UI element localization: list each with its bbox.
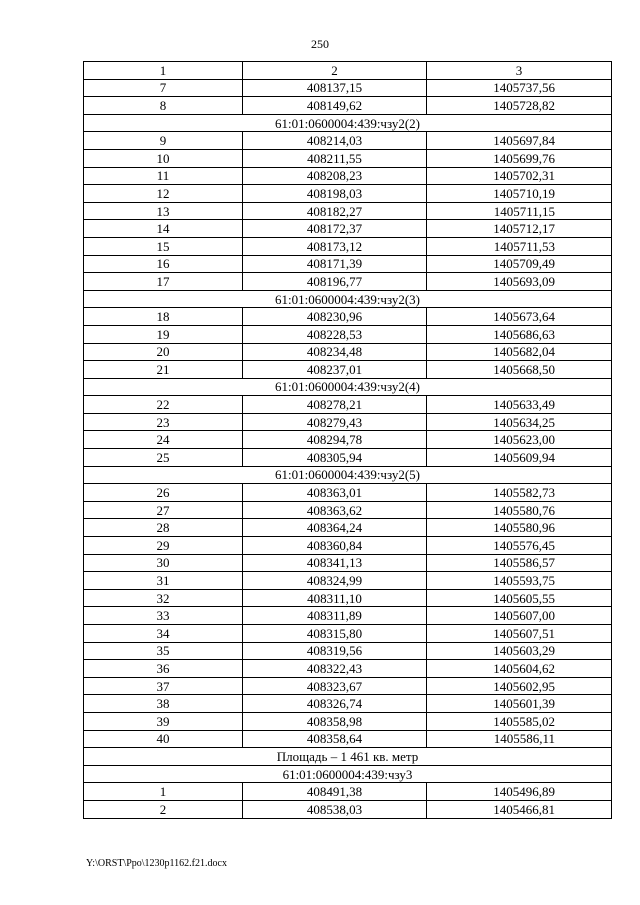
coord-x: 408171,39 — [243, 255, 427, 273]
point-number: 7 — [84, 79, 243, 97]
point-number: 16 — [84, 255, 243, 273]
point-number: 20 — [84, 343, 243, 361]
coord-x: 408491,38 — [243, 783, 427, 801]
point-number: 27 — [84, 501, 243, 519]
table-row — [84, 607, 612, 625]
point-number: 18 — [84, 308, 243, 326]
table-row — [84, 449, 612, 467]
coord-y: 1405699,76 — [427, 149, 612, 167]
point-number: 32 — [84, 589, 243, 607]
point-number: 23 — [84, 413, 243, 431]
section-title: 61:01:0600004:439:чзу2(3) — [84, 290, 612, 308]
point-number: 11 — [84, 167, 243, 185]
point-number: 8 — [84, 97, 243, 115]
coord-x: 408363,01 — [243, 484, 427, 502]
coordinates-table — [83, 61, 612, 819]
point-number: 37 — [84, 677, 243, 695]
table-row — [84, 519, 612, 537]
coord-y: 1405580,76 — [427, 501, 612, 519]
section-row — [84, 114, 612, 132]
table-row — [84, 273, 612, 291]
coord-x: 408237,01 — [243, 361, 427, 379]
point-number: 28 — [84, 519, 243, 537]
section-title: 61:01:0600004:439:чзу3 — [84, 765, 612, 783]
coord-x: 408172,37 — [243, 220, 427, 238]
section-title: 61:01:0600004:439:чзу2(4) — [84, 378, 612, 396]
table-row — [84, 396, 612, 414]
table-row — [84, 501, 612, 519]
coord-y: 1405582,73 — [427, 484, 612, 502]
header-cell-1: 1 — [84, 62, 243, 80]
coord-y: 1405737,56 — [427, 79, 612, 97]
coord-y: 1405593,75 — [427, 572, 612, 590]
point-number: 9 — [84, 132, 243, 150]
coord-x: 408324,99 — [243, 572, 427, 590]
section-row — [84, 748, 612, 766]
coord-x: 408326,74 — [243, 695, 427, 713]
coord-x: 408315,80 — [243, 625, 427, 643]
coord-x: 408311,89 — [243, 607, 427, 625]
coord-y: 1405602,95 — [427, 677, 612, 695]
table-row — [84, 202, 612, 220]
coord-x: 408538,03 — [243, 800, 427, 818]
coord-y: 1405609,94 — [427, 449, 612, 467]
coord-x: 408278,21 — [243, 396, 427, 414]
section-title: 61:01:0600004:439:чзу2(5) — [84, 466, 612, 484]
coord-x: 408173,12 — [243, 237, 427, 255]
coord-x: 408234,48 — [243, 343, 427, 361]
table-row — [84, 572, 612, 590]
coord-y: 1405709,49 — [427, 255, 612, 273]
table-row — [84, 167, 612, 185]
table-row — [84, 132, 612, 150]
coord-x: 408305,94 — [243, 449, 427, 467]
coord-x: 408364,24 — [243, 519, 427, 537]
table-row — [84, 537, 612, 555]
point-number: 38 — [84, 695, 243, 713]
coord-x: 408358,64 — [243, 730, 427, 748]
coord-x: 408341,13 — [243, 554, 427, 572]
section-row — [84, 466, 612, 484]
coord-x: 408182,27 — [243, 202, 427, 220]
table-row — [84, 484, 612, 502]
coord-y: 1405682,04 — [427, 343, 612, 361]
page-number: 250 — [311, 37, 329, 51]
point-number: 17 — [84, 273, 243, 291]
coord-x: 408322,43 — [243, 660, 427, 678]
coord-x: 408279,43 — [243, 413, 427, 431]
point-number: 12 — [84, 185, 243, 203]
point-number: 1 — [84, 783, 243, 801]
header-cell-3: 3 — [427, 62, 612, 80]
coord-x: 408214,03 — [243, 132, 427, 150]
point-number: 19 — [84, 325, 243, 343]
coord-x: 408196,77 — [243, 273, 427, 291]
coord-y: 1405686,63 — [427, 325, 612, 343]
point-number: 35 — [84, 642, 243, 660]
table-row — [84, 712, 612, 730]
table-row — [84, 79, 612, 97]
coord-x: 408311,10 — [243, 589, 427, 607]
point-number: 39 — [84, 712, 243, 730]
coord-y: 1405710,19 — [427, 185, 612, 203]
point-number: 26 — [84, 484, 243, 502]
table-body — [84, 79, 612, 818]
coord-y: 1405711,15 — [427, 202, 612, 220]
point-number: 15 — [84, 237, 243, 255]
section-row — [84, 378, 612, 396]
coord-x: 408323,67 — [243, 677, 427, 695]
section-title: Площадь – 1 461 кв. метр — [84, 748, 612, 766]
coord-x: 408198,03 — [243, 185, 427, 203]
point-number: 21 — [84, 361, 243, 379]
coord-y: 1405580,96 — [427, 519, 612, 537]
point-number: 34 — [84, 625, 243, 643]
point-number: 33 — [84, 607, 243, 625]
coord-x: 408319,56 — [243, 642, 427, 660]
table-row — [84, 589, 612, 607]
point-number: 31 — [84, 572, 243, 590]
coord-y: 1405693,09 — [427, 273, 612, 291]
point-number: 30 — [84, 554, 243, 572]
table-row — [84, 97, 612, 115]
table-row — [84, 325, 612, 343]
table-row — [84, 431, 612, 449]
table-row — [84, 237, 612, 255]
coord-y: 1405633,49 — [427, 396, 612, 414]
coord-y: 1405702,31 — [427, 167, 612, 185]
table-row — [84, 255, 612, 273]
table-row — [84, 554, 612, 572]
coord-x: 408208,23 — [243, 167, 427, 185]
section-title: 61:01:0600004:439:чзу2(2) — [84, 114, 612, 132]
table-row — [84, 343, 612, 361]
point-number: 25 — [84, 449, 243, 467]
coord-y: 1405496,89 — [427, 783, 612, 801]
coord-y: 1405634,25 — [427, 413, 612, 431]
coord-y: 1405603,29 — [427, 642, 612, 660]
coord-y: 1405728,82 — [427, 97, 612, 115]
coord-y: 1405601,39 — [427, 695, 612, 713]
point-number: 13 — [84, 202, 243, 220]
point-number: 14 — [84, 220, 243, 238]
coord-y: 1405623,00 — [427, 431, 612, 449]
table-row — [84, 783, 612, 801]
table-row — [84, 642, 612, 660]
table-row — [84, 413, 612, 431]
table-row — [84, 677, 612, 695]
table-row — [84, 800, 612, 818]
coord-x: 408149,62 — [243, 97, 427, 115]
section-row — [84, 290, 612, 308]
point-number: 40 — [84, 730, 243, 748]
table-row — [84, 185, 612, 203]
table-row — [84, 730, 612, 748]
table-row — [84, 308, 612, 326]
table-row — [84, 625, 612, 643]
coord-y: 1405607,00 — [427, 607, 612, 625]
table-row — [84, 660, 612, 678]
coord-x: 408358,98 — [243, 712, 427, 730]
coord-y: 1405605,55 — [427, 589, 612, 607]
coord-y: 1405604,62 — [427, 660, 612, 678]
point-number: 2 — [84, 800, 243, 818]
section-row — [84, 765, 612, 783]
coord-y: 1405585,02 — [427, 712, 612, 730]
coord-x: 408137,15 — [243, 79, 427, 97]
point-number: 24 — [84, 431, 243, 449]
coord-y: 1405668,50 — [427, 361, 612, 379]
coord-x: 408363,62 — [243, 501, 427, 519]
coord-y: 1405607,51 — [427, 625, 612, 643]
coord-y: 1405586,57 — [427, 554, 612, 572]
point-number: 36 — [84, 660, 243, 678]
coord-y: 1405711,53 — [427, 237, 612, 255]
coord-x: 408294,78 — [243, 431, 427, 449]
coord-x: 408211,55 — [243, 149, 427, 167]
point-number: 10 — [84, 149, 243, 167]
coord-x: 408228,53 — [243, 325, 427, 343]
coord-y: 1405586,11 — [427, 730, 612, 748]
table-header-row — [84, 62, 612, 80]
file-path-footer: Y:\ORST\Ppo\1230p1162.f21.docx — [86, 858, 227, 869]
point-number: 29 — [84, 537, 243, 555]
table-row — [84, 695, 612, 713]
table-row — [84, 149, 612, 167]
coord-x: 408360,84 — [243, 537, 427, 555]
coord-x: 408230,96 — [243, 308, 427, 326]
coord-y: 1405576,45 — [427, 537, 612, 555]
point-number: 22 — [84, 396, 243, 414]
coord-y: 1405466,81 — [427, 800, 612, 818]
table-row — [84, 220, 612, 238]
coord-y: 1405673,64 — [427, 308, 612, 326]
coord-y: 1405697,84 — [427, 132, 612, 150]
coord-y: 1405712,17 — [427, 220, 612, 238]
header-cell-2: 2 — [243, 62, 427, 80]
table-row — [84, 361, 612, 379]
